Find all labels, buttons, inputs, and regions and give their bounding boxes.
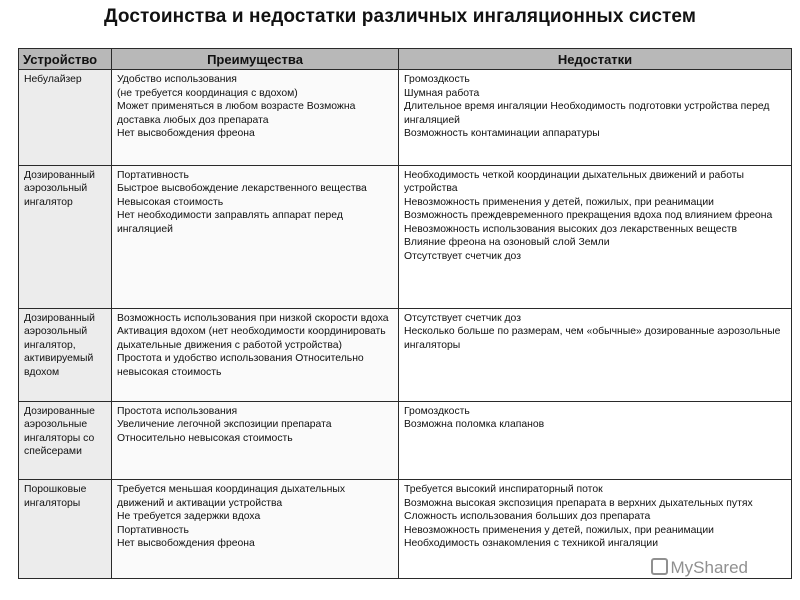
advantages-cell [112, 401, 399, 480]
cell-line: Громоздкость [404, 405, 470, 417]
comparison-table [18, 48, 792, 579]
cell-line: Портативность [117, 524, 189, 536]
cell-line: Шумная работа [404, 87, 480, 99]
device-cell [19, 70, 112, 166]
advantages-cell [112, 308, 399, 401]
cell-line: Невозможность применения у детей, пожилых, при реанимации [404, 524, 714, 536]
disadvantages-cell [399, 70, 792, 166]
cell-line: Возможность контаминации аппаратуры [404, 128, 600, 139]
cell-line: Дозированный аэрозольный ингалятор, активируемый вдохом [24, 312, 95, 378]
cell-line: Отсутствует счетчик доз [404, 312, 521, 324]
cell-line: Увеличение легочной экспозиции препарата [117, 419, 332, 431]
cell-line: Может применяться в любом возрасте Возможна доставка любых доз препарата [117, 101, 356, 126]
cell-line: Требуется высокий инспираторный поток [404, 484, 603, 496]
watermark-logo-icon [651, 558, 668, 575]
cell-line: Возможна поломка клапанов [404, 419, 545, 431]
cell-line: Нет высвобождения фреона [117, 538, 255, 550]
watermark-text: MyShared [670, 558, 748, 577]
device-cell [19, 401, 112, 480]
page-title: Достоинства и недостатки различных ингаляционных систем [104, 6, 696, 27]
cell-line: Быстрое высвобождение лекарственного вещества [117, 183, 367, 195]
disadvantages-cell [399, 165, 792, 308]
disadvantages-cell [399, 308, 792, 401]
cell-line: Необходимость четкой координации дыхательных движений и работы устройства [404, 169, 744, 195]
device-cell [19, 165, 112, 308]
column-header-disadvantages: Недостатки [399, 49, 792, 70]
cell-line: Возможность преждевременного прекращения вдоха под влиянием фреона [404, 210, 773, 222]
header-row [19, 49, 792, 70]
cell-line: Возможность использования при низкой скорости вдоха [117, 312, 389, 324]
cell-line: Порошковые ингаляторы [24, 484, 87, 509]
cell-line: Дозированный аэрозольный ингалятор [24, 169, 95, 208]
cell-line: Невозможность применения у детей, пожилых, при реанимации [404, 196, 714, 208]
advantages-cell [112, 70, 399, 166]
cell-line: Несколько больше по размерам, чем «обычные» дозированные аэрозольные ингаляторы [404, 326, 781, 351]
device-cell [19, 480, 112, 579]
cell-line: Отсутствует счетчик доз [404, 250, 521, 262]
cell-line: Влияние фреона на озоновый слой Земли [404, 237, 610, 249]
cell-line: Необходимость ознакомления с техникой ингаляции [404, 538, 659, 550]
cell-line: Относительно невысокая стоимость [117, 432, 293, 444]
cell-line: Портативность [117, 169, 189, 181]
cell-line: (не требуется координация с вдохом) [117, 87, 298, 99]
device-cell [19, 308, 112, 401]
table-row [19, 308, 792, 401]
cell-line: Небулайзер [24, 74, 82, 85]
cell-line: Нет высвобождения фреона [117, 128, 255, 139]
cell-line: Сложность использования больших доз препарата [404, 511, 651, 523]
cell-line: Активация вдохом (нет необходимости координировать дыхательные движения с работой устройства) [117, 326, 386, 351]
table-row [19, 401, 792, 480]
cell-line: Громоздкость [404, 74, 470, 85]
column-header-advantages: Преимущества [112, 49, 399, 70]
advantages-cell [112, 165, 399, 308]
cell-line: Простота и удобство использования Относительно невысокая стоимость [117, 353, 364, 378]
table-row [19, 70, 792, 166]
watermark [651, 558, 748, 578]
cell-line: Дозированные аэрозольные ингаляторы со спейсерами [24, 405, 95, 458]
advantages-cell [112, 480, 399, 579]
cell-line: Невозможность использования высоких доз лекарственных веществ [404, 223, 738, 235]
cell-line: Невысокая стоимость [117, 196, 224, 208]
cell-line: Не требуется задержки вдоха [117, 511, 261, 523]
cell-line: Требуется меньшая координация дыхательных движений и активации устройства [117, 484, 346, 509]
cell-line: Длительное время ингаляции Необходимость подготовки устройства перед ингаляцией [404, 101, 770, 126]
disadvantages-cell [399, 401, 792, 480]
table-body [19, 70, 792, 579]
cell-line: Нет необходимости заправлять аппарат перед ингаляцией [117, 210, 343, 235]
cell-line: Удобство использования [117, 74, 237, 85]
cell-line: Возможна высокая экспозиция препарата в верхних дыхательных путях [404, 497, 753, 509]
column-header-device: Устройство [19, 49, 112, 70]
cell-line: Простота использования [117, 405, 238, 417]
table-row [19, 165, 792, 308]
